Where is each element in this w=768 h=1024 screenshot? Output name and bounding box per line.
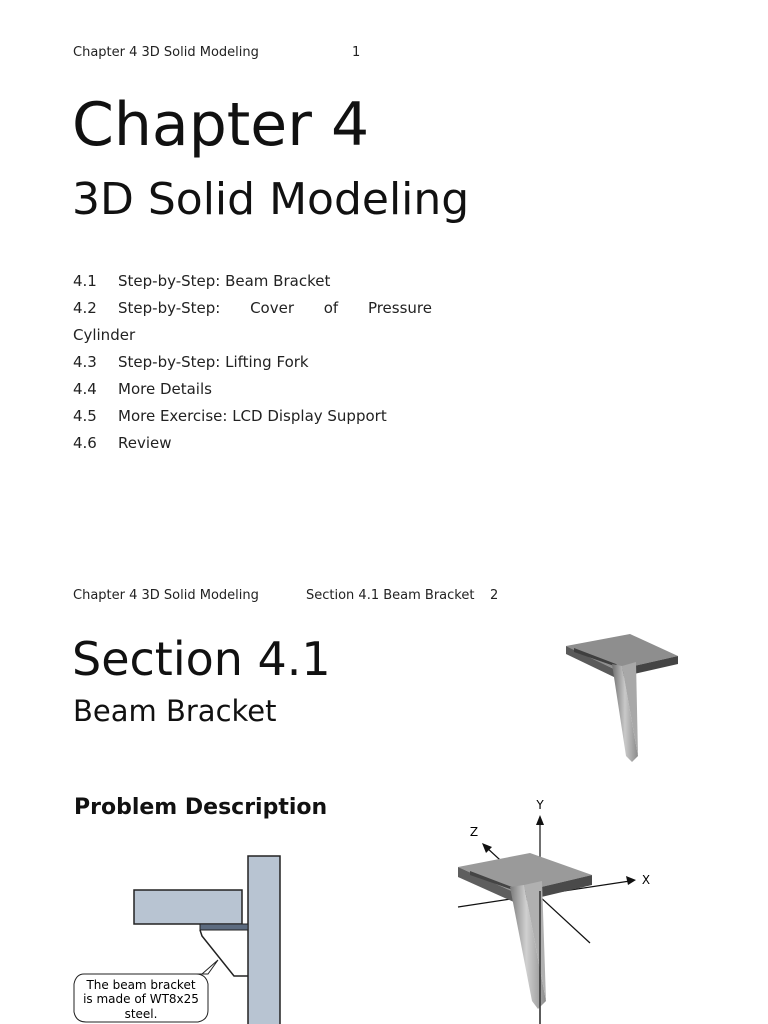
z-axis-label: Z [469, 825, 479, 839]
toc-item [73, 297, 433, 324]
problem-description-heading: Problem Description [74, 795, 328, 820]
table-of-contents [73, 270, 433, 459]
toc-text [118, 297, 432, 324]
section-title: Section 4.1 [72, 632, 331, 686]
toc-item [73, 432, 433, 459]
beam-bracket-3d-icon [560, 628, 685, 768]
toc-number: 4.3 [73, 353, 97, 371]
toc-word: Step-by-Step: [118, 299, 221, 317]
beam-assembly-sketch [66, 850, 296, 1024]
toc-item [73, 351, 433, 378]
toc-word: of [323, 299, 339, 317]
toc-number: 4.4 [73, 380, 97, 398]
toc-text: Review [118, 434, 172, 452]
callout-line: The beam bracket [86, 978, 196, 992]
toc-item [73, 378, 433, 405]
page-number: 2 [490, 588, 499, 603]
toc-number: 4.6 [73, 434, 97, 452]
bracket-flange-shape [200, 924, 248, 930]
toc-text: More Exercise: LCD Display Support [118, 407, 387, 425]
bracket-with-axes-figure [450, 795, 665, 1024]
callout-line: is made of WT8x25 [83, 992, 199, 1006]
toc-text: Step-by-Step: Lifting Fork [118, 353, 309, 371]
chapter-title: Chapter 4 [72, 90, 370, 160]
toc-number: 4.5 [73, 407, 97, 425]
toc-word: Pressure [367, 299, 432, 317]
chapter-subtitle: 3D Solid Modeling [72, 174, 470, 225]
column-shape [248, 856, 280, 1024]
y-axis-label: Y [536, 798, 544, 812]
section-subtitle: Beam Bracket [73, 694, 277, 728]
toc-text: More Details [118, 380, 212, 398]
x-axis-label: X [641, 873, 651, 887]
page-header-chapter: Chapter 4 3D Solid Modeling [73, 588, 259, 603]
page-header-section: Section 4.1 Beam Bracket [306, 588, 475, 603]
page-header-chapter: Chapter 4 3D Solid Modeling [73, 45, 259, 60]
toc-number: 4.1 [73, 272, 97, 290]
page-number: 1 [352, 45, 361, 60]
x-axis-arrow-icon [626, 876, 636, 885]
beam-shape [134, 890, 242, 924]
toc-number: 4.2 [73, 299, 97, 317]
toc-text: Step-by-Step: Beam Bracket [118, 272, 331, 290]
toc-item-continuation: Cylinder [73, 326, 136, 344]
toc-item [73, 270, 433, 297]
toc-word: Cover [250, 299, 294, 317]
callout-line: steel. [124, 1007, 158, 1021]
y-axis-arrow-icon [536, 815, 544, 825]
toc-item [73, 405, 433, 432]
